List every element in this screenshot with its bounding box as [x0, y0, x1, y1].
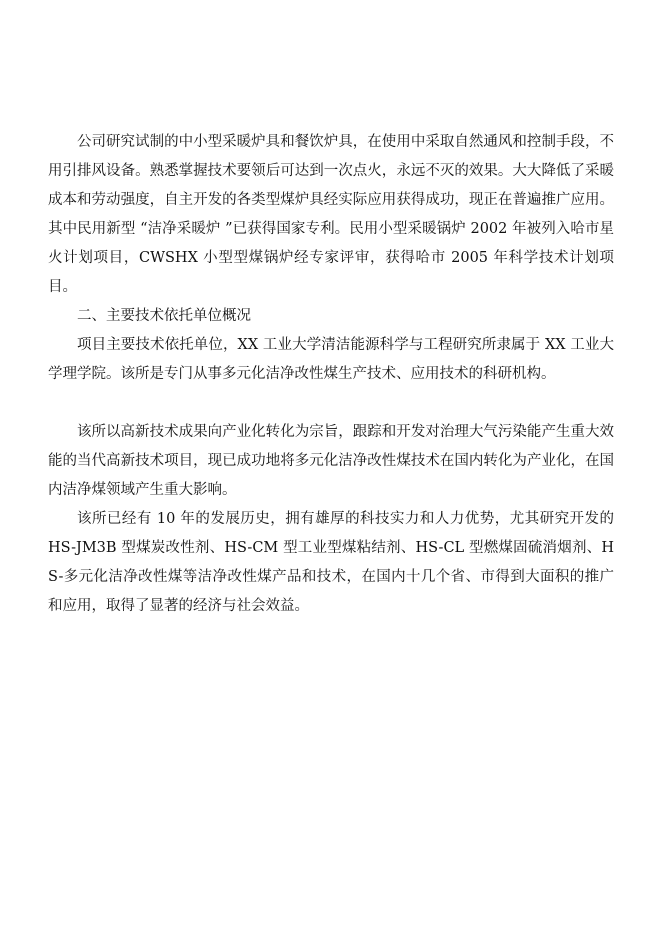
paragraph-industrialization: 该所以高新技术成果向产业化转化为宗旨，跟踪和开发对治理大气污染能产生重大效能的当代高新技术项目，现已成功地将多元化洁净改性煤技术在国内转化为产业化，在国内洁净煤领域产生重大影响。 — [48, 424, 614, 498]
paragraph-company-products: 公司研究试制的中小型采暖炉具和餐饮炉具，在使用中采取自然通风和控制手段，不用引排风设备。熟悉掌握技术要领后可达到一次点火，永远不灭的效果。大大降低了采暖成本和劳动强度，自主开发的各类型煤炉具经实际应用获得成功，现正在普遍推广应用。其中民用新型 “洁净采暖炉 ”已获得国家专利。民用小型采暖锅炉 2002 年被列入哈市星火计划项目，CWSHX 小型型煤锅炉经专家评审，获得哈市 2005 年科学技术计划项目。 — [48, 134, 614, 295]
paragraph-spacer — [48, 389, 614, 418]
document-body — [48, 128, 614, 621]
paragraph-history: 该所已经有 10 年的发展历史，拥有雄厚的科技实力和人力优势，尤其研究开发的 HS-JM3B 型煤炭改性剂、HS-CM 型工业型煤粘结剂、HS-CL 型燃煤固硫消烟剂、HS-多元化洁净改性煤等洁净改性煤产品和技术，在国内十几个省、市得到大面积的推广和应用，取得了显著的经济与社会效益。 — [48, 511, 614, 614]
section-heading: 二、主要技术依托单位概况 — [77, 308, 251, 324]
paragraph-research-unit: 项目主要技术依托单位，XX 工业大学清洁能源科学与工程研究所隶属于 XX 工业大学理学院。该所是专门从事多元化洁净改性煤生产技术、应用技术的科研机构。 — [48, 337, 614, 382]
